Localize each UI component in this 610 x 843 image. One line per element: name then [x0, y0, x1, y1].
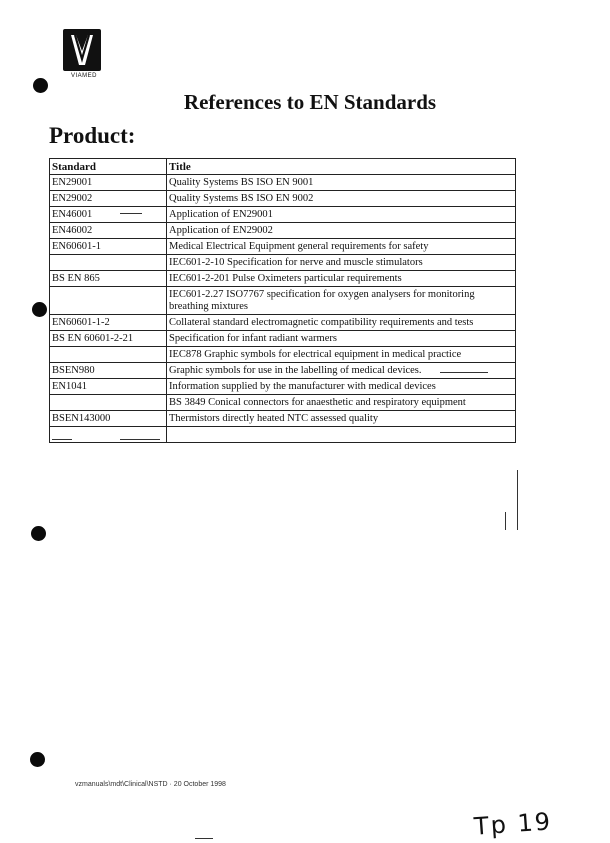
- table-row: [50, 287, 516, 315]
- standard-cell: EN60601-1: [50, 239, 167, 255]
- standard-cell: [50, 395, 167, 411]
- scan-mark: [52, 439, 72, 440]
- title-cell: IEC601-2-10 Specification for nerve and muscle stimulators: [167, 255, 516, 271]
- table-row: [50, 411, 516, 427]
- standard-cell: [50, 427, 167, 443]
- company-logo: [63, 29, 101, 71]
- standard-cell: BSEN143000: [50, 411, 167, 427]
- column-header-standard: Standard: [50, 159, 167, 175]
- document-subtitle: Product:: [49, 123, 136, 148]
- table-body: [50, 175, 516, 443]
- punch-hole-icon: [32, 302, 47, 317]
- title-cell: [167, 427, 516, 443]
- document-footer: vzmanuals\mdt\Clinical\NSTD · 20 October 1998: [75, 781, 226, 788]
- table-row: [50, 347, 516, 363]
- scan-mark: [280, 158, 390, 159]
- standards-table: [49, 158, 516, 443]
- standard-cell: EN29001: [50, 175, 167, 191]
- title-cell: Information supplied by the manufacturer with medical devices: [167, 379, 516, 395]
- title-cell: IEC601-2.27 ISO7767 specification for oxygen analysers for monitoring breathing mixtures: [167, 287, 516, 315]
- table-row: [50, 191, 516, 207]
- table-row: [50, 255, 516, 271]
- title-cell: Application of EN29001: [167, 207, 516, 223]
- standard-cell: EN46002: [50, 223, 167, 239]
- title-cell: Specification for infant radiant warmers: [167, 331, 516, 347]
- standard-cell: BSEN980: [50, 363, 167, 379]
- punch-hole-icon: [31, 526, 46, 541]
- table-row: [50, 175, 516, 191]
- title-cell: Quality Systems BS ISO EN 9002: [167, 191, 516, 207]
- title-cell: Quality Systems BS ISO EN 9001: [167, 175, 516, 191]
- scan-mark: [195, 838, 213, 839]
- standard-cell: [50, 255, 167, 271]
- title-cell: Collateral standard electromagnetic compatibility requirements and tests: [167, 315, 516, 331]
- table-row: [50, 223, 516, 239]
- document-title: References to EN Standards: [183, 90, 437, 114]
- table-row: [50, 207, 516, 223]
- title-cell: IEC601-2-201 Pulse Oximeters particular requirements: [167, 271, 516, 287]
- title-cell: IEC878 Graphic symbols for electrical equipment in medical practice: [167, 347, 516, 363]
- title-cell: Thermistors directly heated NTC assessed quality: [167, 411, 516, 427]
- scan-mark: [440, 372, 488, 373]
- standard-cell: BS EN 60601-2-21: [50, 331, 167, 347]
- standard-cell: EN1041: [50, 379, 167, 395]
- logo-text: VIAMED: [70, 73, 97, 79]
- column-header-title: Title: [167, 159, 516, 175]
- scan-mark: [517, 470, 518, 530]
- title-cell: Graphic symbols for use in the labelling of medical devices.: [167, 363, 516, 379]
- title-cell: Medical Electrical Equipment general requirements for safety: [167, 239, 516, 255]
- standard-cell: EN60601-1-2: [50, 315, 167, 331]
- scan-mark: [120, 439, 160, 440]
- scan-mark: [505, 512, 506, 530]
- table-row: [50, 271, 516, 287]
- standard-cell: BS EN 865: [50, 271, 167, 287]
- table-header-row: [50, 159, 516, 175]
- table-row: [50, 239, 516, 255]
- table-row: [50, 427, 516, 443]
- standard-cell: EN46001: [50, 207, 167, 223]
- title-cell: BS 3849 Conical connectors for anaesthetic and respiratory equipment: [167, 395, 516, 411]
- title-cell: Application of EN29002: [167, 223, 516, 239]
- table-row: [50, 363, 516, 379]
- punch-hole-icon: [30, 752, 45, 767]
- standard-cell: [50, 287, 167, 315]
- handwritten-note: Tp 19: [473, 807, 553, 841]
- scan-mark: [120, 213, 142, 214]
- logo-mark-icon: [63, 29, 101, 71]
- table-row: [50, 379, 516, 395]
- table-row: [50, 395, 516, 411]
- table-row: [50, 331, 516, 347]
- standard-cell: EN29002: [50, 191, 167, 207]
- table-row: [50, 315, 516, 331]
- standard-cell: [50, 347, 167, 363]
